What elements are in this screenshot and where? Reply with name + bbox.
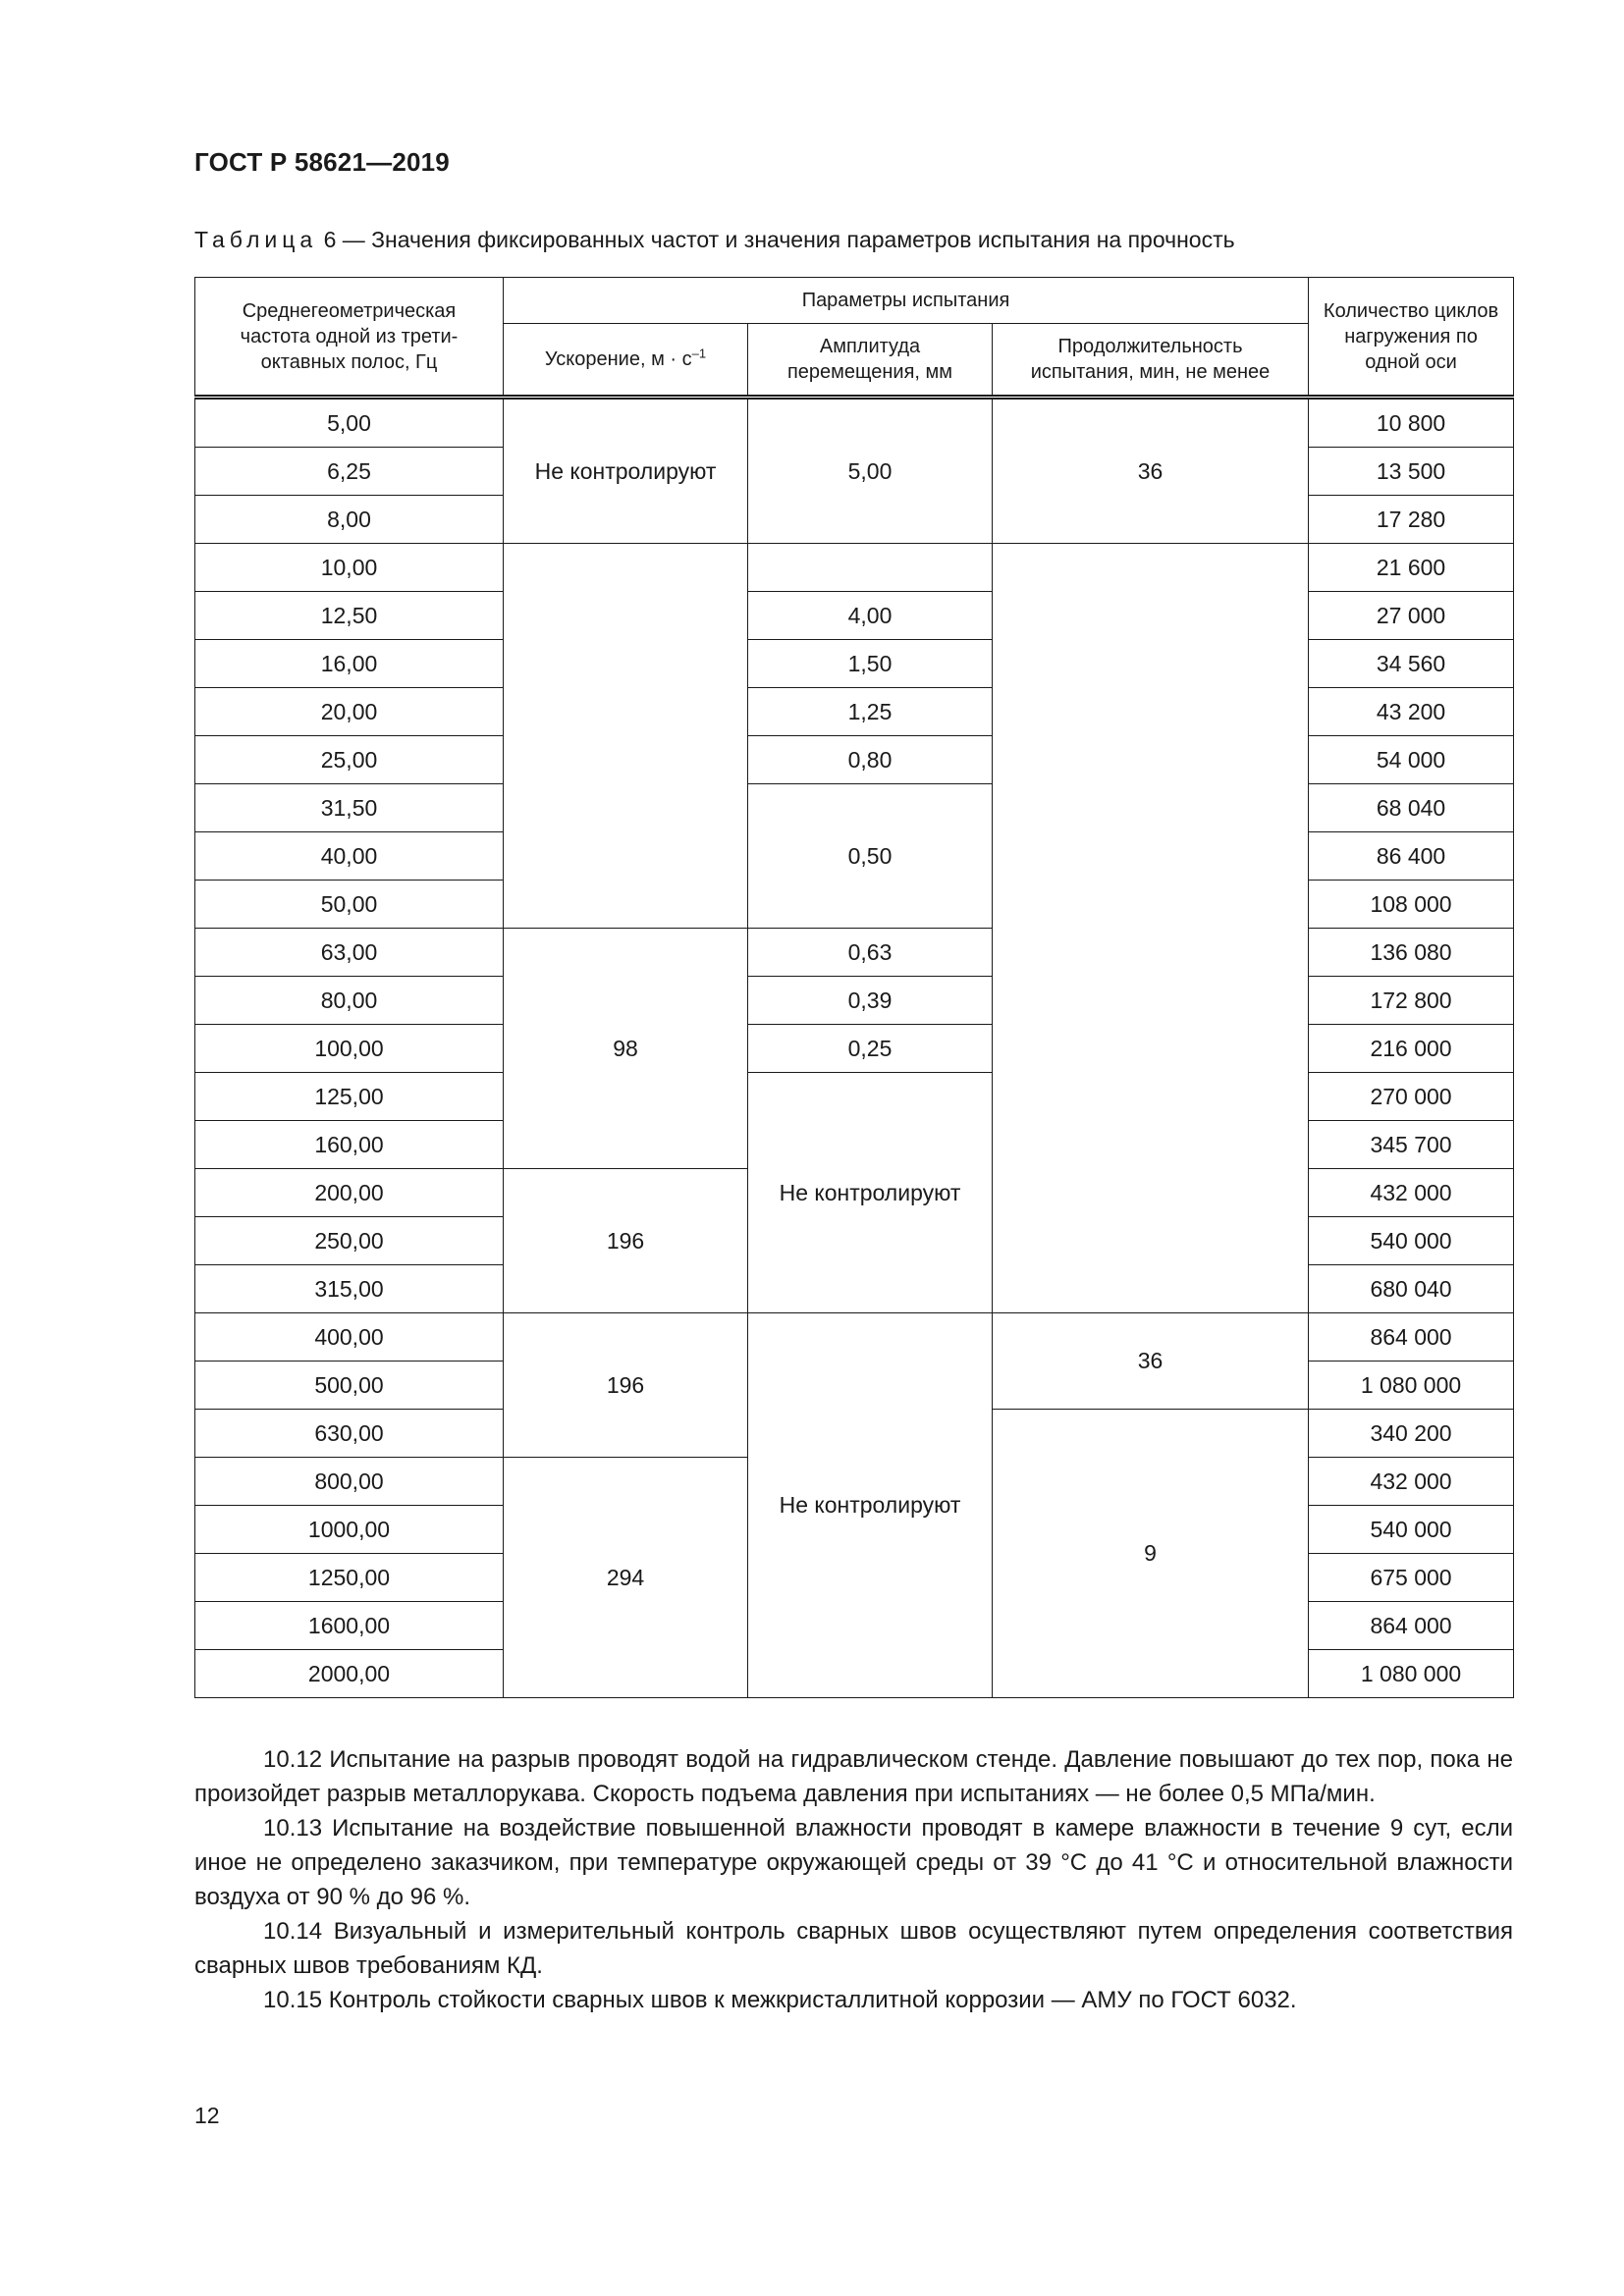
test-parameters-table (194, 277, 1514, 1698)
frequency-cell: 630,00 (195, 1410, 504, 1458)
frequency-cell: 63,00 (195, 929, 504, 977)
header-acceleration-label: Ускорение, м · с (544, 348, 692, 370)
cycles-cell: 86 400 (1309, 832, 1514, 881)
frequency-cell: 12,50 (195, 592, 504, 640)
cycles-cell: 136 080 (1309, 929, 1514, 977)
acceleration-cell: Не контролируют (504, 398, 748, 544)
cycles-cell: 675 000 (1309, 1554, 1514, 1602)
cycles-cell: 1 080 000 (1309, 1650, 1514, 1698)
page-number: 12 (194, 2103, 220, 2128)
table-row (195, 1025, 1514, 1073)
acceleration-cell: 98 (504, 929, 748, 1169)
table-row (195, 1313, 1514, 1362)
duration-cell: 9 (993, 1410, 1309, 1698)
frequency-cell: 500,00 (195, 1362, 504, 1410)
table-caption (194, 227, 1235, 253)
frequency-cell: 5,00 (195, 398, 504, 448)
amplitude-cell: Не контролируют (748, 1073, 993, 1313)
cycles-cell: 108 000 (1309, 881, 1514, 929)
frequency-cell: 25,00 (195, 736, 504, 784)
cycles-cell: 13 500 (1309, 448, 1514, 496)
frequency-cell: 40,00 (195, 832, 504, 881)
cycles-cell: 680 040 (1309, 1265, 1514, 1313)
duration-cell: 36 (993, 1313, 1309, 1410)
cycles-cell: 21 600 (1309, 544, 1514, 592)
frequency-cell: 50,00 (195, 881, 504, 929)
cycles-cell: 340 200 (1309, 1410, 1514, 1458)
header-acceleration-exponent: –1 (691, 346, 707, 361)
acceleration-cell: 196 (504, 1313, 748, 1458)
cycles-cell: 68 040 (1309, 784, 1514, 832)
amplitude-cell: 0,25 (748, 1025, 993, 1073)
paragraph-10-15: 10.15 Контроль стойкости сварных швов к межкристаллитной коррозии — АМУ по ГОСТ 6032. (263, 1987, 1297, 2013)
frequency-cell: 400,00 (195, 1313, 504, 1362)
amplitude-cell: 0,63 (748, 929, 993, 977)
cycles-cell: 43 200 (1309, 688, 1514, 736)
table-row (195, 688, 1514, 736)
amplitude-cell: 0,50 (748, 784, 993, 929)
cycles-cell: 172 800 (1309, 977, 1514, 1025)
frequency-cell: 80,00 (195, 977, 504, 1025)
frequency-cell: 20,00 (195, 688, 504, 736)
frequency-cell: 2000,00 (195, 1650, 504, 1698)
frequency-cell: 31,50 (195, 784, 504, 832)
cycles-cell: 216 000 (1309, 1025, 1514, 1073)
paragraph-10-14: 10.14 Визуальный и измерительный контроль сварных швов осуществляют путем определения соответствия сварных швов требованиям КД. (194, 1918, 1513, 1979)
cycles-cell: 864 000 (1309, 1602, 1514, 1650)
cycles-cell: 432 000 (1309, 1169, 1514, 1217)
duration-cell: 36 (993, 398, 1309, 544)
table-row (195, 592, 1514, 640)
cycles-cell: 864 000 (1309, 1313, 1514, 1362)
header-amplitude: Амплитуда перемещения, мм (748, 324, 993, 398)
amplitude-cell: 4,00 (748, 592, 993, 640)
acceleration-cell: 196 (504, 1169, 748, 1313)
frequency-cell: 1000,00 (195, 1506, 504, 1554)
header-frequency: Среднегеометрическая частота одной из трети-октавных полос, Гц (195, 278, 504, 398)
frequency-cell: 315,00 (195, 1265, 504, 1313)
cycles-cell: 540 000 (1309, 1506, 1514, 1554)
cycles-cell: 27 000 (1309, 592, 1514, 640)
frequency-cell: 800,00 (195, 1458, 504, 1506)
table-row (195, 1073, 1514, 1121)
frequency-cell: 6,25 (195, 448, 504, 496)
body-text (194, 1742, 1513, 2017)
cycles-cell: 540 000 (1309, 1217, 1514, 1265)
table-row (195, 977, 1514, 1025)
cycles-cell: 54 000 (1309, 736, 1514, 784)
frequency-cell: 100,00 (195, 1025, 504, 1073)
cycles-cell: 345 700 (1309, 1121, 1514, 1169)
header-acceleration (504, 324, 748, 398)
header-test-parameters: Параметры испытания (504, 278, 1309, 324)
table-row (195, 398, 1514, 448)
frequency-cell: 160,00 (195, 1121, 504, 1169)
header-duration: Продолжительность испытания, мин, не менее (993, 324, 1309, 398)
table-row (195, 929, 1514, 977)
amplitude-cell: 0,80 (748, 736, 993, 784)
frequency-cell: 10,00 (195, 544, 504, 592)
cycles-cell: 34 560 (1309, 640, 1514, 688)
cycles-cell: 10 800 (1309, 398, 1514, 448)
cycles-cell: 17 280 (1309, 496, 1514, 544)
document-code: ГОСТ Р 58621—2019 (194, 147, 450, 177)
amplitude-cell: 1,25 (748, 688, 993, 736)
cycles-cell: 432 000 (1309, 1458, 1514, 1506)
acceleration-cell (504, 544, 748, 929)
frequency-cell: 1600,00 (195, 1602, 504, 1650)
table-row (195, 784, 1514, 832)
frequency-cell: 16,00 (195, 640, 504, 688)
table-row (195, 544, 1514, 592)
frequency-cell: 1250,00 (195, 1554, 504, 1602)
amplitude-cell: 5,00 (748, 398, 993, 544)
amplitude-cell: 1,50 (748, 640, 993, 688)
cycles-cell: 270 000 (1309, 1073, 1514, 1121)
frequency-cell: 250,00 (195, 1217, 504, 1265)
header-cycles: Количество циклов нагружения по одной оси (1309, 278, 1514, 398)
paragraph-10-13: 10.13 Испытание на воздействие повышенной влажности проводят в камере влажности в течение 9 сут, если иное не определено заказчиком, при температуре окружающей среды от 39 °С до 41 °С и относительной влажности воздуха от 90 % до 96 %. (194, 1815, 1513, 1910)
table-caption-label: Таблица (194, 227, 318, 252)
duration-cell (993, 544, 1309, 1313)
table-row (195, 640, 1514, 688)
frequency-cell: 8,00 (195, 496, 504, 544)
frequency-cell: 200,00 (195, 1169, 504, 1217)
amplitude-cell: Не контролируют (748, 1313, 993, 1698)
amplitude-cell (748, 544, 993, 592)
table-row (195, 736, 1514, 784)
table-caption-text: 6 — Значения фиксированных частот и значения параметров испытания на прочность (317, 227, 1235, 252)
amplitude-cell: 0,39 (748, 977, 993, 1025)
paragraph-10-12: 10.12 Испытание на разрыв проводят водой на гидравлическом стенде. Давление повышают до тех пор, пока не произойдет разрыв металлорукава. Скорость подъема давления при испытаниях — не более 0,5 МПа/мин. (194, 1746, 1513, 1807)
frequency-cell: 125,00 (195, 1073, 504, 1121)
acceleration-cell: 294 (504, 1458, 748, 1698)
cycles-cell: 1 080 000 (1309, 1362, 1514, 1410)
